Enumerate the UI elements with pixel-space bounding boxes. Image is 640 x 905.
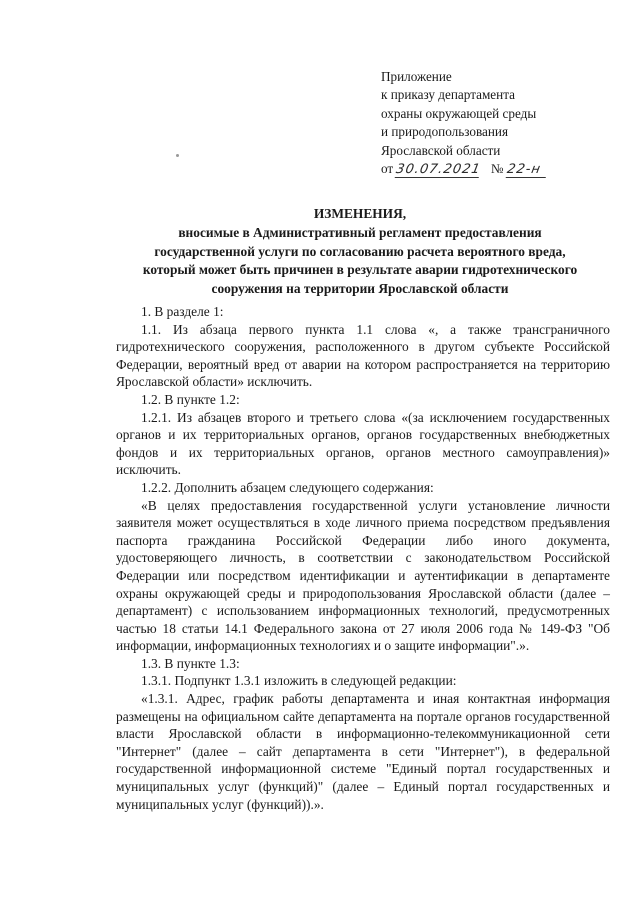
appendix-line: и природопользования: [381, 124, 509, 140]
scan-speck: [176, 154, 179, 157]
title-line: сооружения на территории Ярославской области: [211, 281, 509, 297]
paragraph: 1.3. В пункте 1.3:: [141, 655, 240, 671]
paragraph: «1.3.1. Адрес, график работы департамента и иная контактная информация размещены на официальном сайте департамента на портале органов государственной власти Ярославской области в информационно-телекоммуникационной сети "Интернет" (далее – сайт департамента в сети "Интернет"), в федеральной государственной информационной системе "Единый портал государственных и муниципальных услуг (функций)" (далее – Единый портал государственных и муниципальных услуг (функций)).».: [116, 691, 610, 812]
title-heading: ИЗМЕНЕНИЯ,: [313, 206, 407, 221]
paragraph: 1.1. Из абзаца первого пункта 1.1 слова «, а также трансграничного гидротехнического сооружения, расположенного в другом субъекте Российской Федерации, вероятный вред от аварии на котором распространяется на территорию Ярославской области» исключить.: [116, 321, 610, 390]
title-line: вносимые в Административный регламент предоставления: [178, 224, 542, 240]
paragraph: 1.3.1. Подпункт 1.3.1 изложить в следующей редакции:: [141, 673, 457, 689]
appendix-line: Ярославской области: [381, 142, 501, 158]
appendix-line: к приказу департамента: [381, 87, 515, 103]
number-prefix: №: [490, 161, 504, 177]
title-line: государственной услуги по согласованию расчета вероятного вреда,: [154, 243, 566, 259]
paragraph: 1.2.2. Дополнить абзацем следующего содержания:: [141, 479, 434, 495]
paragraph: 1.2.1. Из абзацев второго и третьего слова «(за исключением государственных органов и их территориальных органов, органов государственных внебюджетных фондов и их территориальных органов, органов местного самоуправления)» исключить.: [116, 409, 610, 478]
title-line: который может быть причинен в результате аварии гидротехнического: [142, 262, 578, 278]
paragraph: «В целях предоставления государственной услуги установление личности заявителя может осуществляться в ходе личного приема посредством предъявления паспорта гражданина Российской Федерации либо иного документа, удостоверяющего личность, в соответствии с законодательством Российской Федерации или посредством идентификации и аутентификации в департаменте охраны окружающей среды и природопользования Ярославской области (далее – департамент) с использованием информационных технологий, предусмотренных частью 18 статьи 14.1 Федерального закона от 27 июля 2006 года № 149-ФЗ "Об информации, информационных технологиях и о защите информации".».: [116, 497, 610, 654]
appendix-block: [381, 68, 547, 178]
appendix-date-row: [381, 160, 547, 178]
handwritten-date: 30.07.2021: [395, 162, 483, 178]
date-prefix: от: [381, 161, 394, 177]
handwritten-number: 22-н: [505, 163, 548, 178]
document-title: [110, 205, 610, 299]
document-body: [116, 303, 610, 813]
appendix-line: Приложение: [381, 69, 452, 84]
paragraph: 1. В разделе 1:: [141, 304, 224, 319]
paragraph: 1.2. В пункте 1.2:: [141, 391, 240, 407]
appendix-line: охраны окружающей среды: [381, 105, 537, 121]
